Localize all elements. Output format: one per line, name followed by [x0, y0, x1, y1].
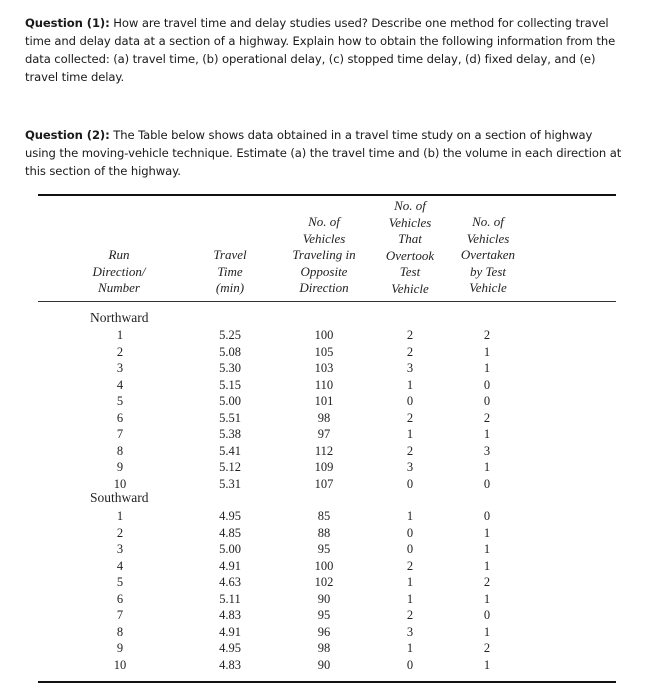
table-cell: 1 [483, 460, 491, 474]
table-cell: 0 [483, 476, 491, 491]
table-cell: 4.63 [219, 575, 241, 589]
table-cell: 100 [314, 328, 334, 342]
table-cell: 109 [314, 460, 334, 474]
header-overtook [370, 198, 450, 298]
table-cell: 102 [314, 575, 334, 589]
table-cell: 9 [116, 460, 124, 474]
table-cell: 1 [116, 328, 124, 342]
table-cell: 5.38 [219, 427, 241, 441]
table-cell: 1 [483, 591, 491, 606]
header-overtook-line: Vehicle [391, 280, 429, 296]
table-cell: 4.95 [219, 641, 241, 655]
table-cell: 5.30 [219, 361, 241, 375]
table-cell: 5.41 [219, 443, 241, 458]
table-cell: 5.00 [219, 394, 241, 408]
table-cell: 1 [483, 558, 491, 573]
column-overtook-southward [390, 508, 430, 673]
table-cell: 95 [317, 542, 331, 556]
table-cell: 3 [406, 624, 414, 639]
table-cell: 2 [406, 558, 414, 573]
table-cell: 1 [406, 591, 414, 606]
table-cell: 2 [406, 410, 414, 425]
header-overtook-line: No. of [394, 198, 426, 213]
table-cell: 4.91 [219, 558, 241, 573]
table-cell: 1 [483, 525, 491, 540]
table-cell: 1 [483, 542, 491, 556]
table-cell: 0 [483, 608, 491, 622]
table-cell: 2 [483, 410, 491, 425]
table-bottom-rule [38, 681, 616, 683]
header-rule [38, 301, 616, 302]
table-cell: 0 [406, 394, 414, 408]
table-cell: 5 [116, 575, 124, 589]
table-cell: 95 [317, 608, 331, 622]
column-time-northward [210, 327, 250, 492]
table-cell: 7 [116, 608, 124, 622]
header-overtaken-line: Vehicles [466, 230, 510, 246]
table-cell: 101 [314, 394, 334, 408]
table-cell: 5.15 [219, 377, 241, 392]
header-opposite-line: Traveling in [292, 247, 356, 263]
table-cell: 8 [116, 624, 124, 639]
table-cell: 90 [317, 591, 331, 606]
table-cell: 1 [406, 509, 414, 523]
column-opposite-southward [304, 508, 344, 673]
table-cell: 4.83 [219, 608, 241, 622]
table-cell: 0 [406, 657, 414, 672]
table-cell: 2 [406, 328, 414, 342]
question-1-text: How are travel time and delay studies used? Describe one method for collecting travel time and delay data at a section of a highway. Explain how to obtain the following information from the data collected: (a) travel time, (b) operational delay, (c) stopped time delay, (d) fixed delay, and (e) travel time delay. [25, 16, 616, 84]
table-cell: 90 [317, 657, 331, 672]
table-cell: 10 [113, 476, 127, 491]
table-cell: 1 [483, 624, 491, 639]
table-cell: 1 [483, 427, 491, 441]
table-cell: 1 [406, 427, 414, 441]
column-overtaken-northward [467, 327, 507, 492]
table-cell: 96 [317, 624, 331, 639]
table-cell: 4.83 [219, 657, 241, 672]
table-cell: 5.25 [219, 328, 241, 342]
table-cell: 5.31 [219, 476, 241, 491]
table-cell: 1 [483, 361, 491, 375]
group-label-southward: Southward [90, 490, 149, 505]
header-overtaken-line: Vehicle [469, 280, 507, 296]
header-opposite-line: Direction [299, 280, 349, 296]
table-cell: 0 [406, 542, 414, 556]
table-cell: 97 [317, 427, 331, 441]
table-cell: 112 [314, 443, 334, 458]
header-run [80, 247, 158, 297]
column-run-southward [100, 508, 140, 673]
header-time-line: Time [217, 263, 243, 279]
header-run-line: Number [98, 280, 140, 296]
table-cell: 4.85 [219, 525, 241, 540]
table-cell: 2 [483, 641, 491, 655]
header-opposite-line: No. of [308, 214, 340, 229]
table-cell: 0 [406, 476, 414, 491]
table-cell: 0 [483, 509, 491, 523]
table-cell: 0 [483, 377, 491, 392]
table-cell: 1 [406, 377, 414, 392]
table-cell: 4 [116, 377, 124, 392]
header-overtaken-line: by Test [470, 263, 506, 279]
header-opposite [280, 214, 368, 297]
header-time-line: (min) [215, 280, 245, 296]
column-time-southward [210, 508, 250, 673]
column-opposite-northward [304, 327, 344, 492]
table-cell: 3 [406, 460, 414, 474]
table-top-rule [38, 194, 616, 196]
table-cell: 100 [314, 558, 334, 573]
table-cell: 1 [406, 641, 414, 655]
table-cell: 1 [116, 509, 124, 523]
table-cell: 85 [317, 509, 331, 523]
table-cell: 5 [116, 394, 124, 408]
column-run-northward [100, 327, 140, 492]
table-cell: 4 [116, 558, 124, 573]
table-cell: 3 [483, 443, 491, 458]
table-cell: 6 [116, 410, 124, 425]
question-1-label: Question (1): [25, 16, 110, 30]
table-cell: 2 [483, 575, 491, 589]
table-cell: 1 [406, 575, 414, 589]
header-time [200, 247, 260, 297]
table-cell: 9 [116, 641, 124, 655]
header-run-line: Run [108, 247, 130, 262]
table-cell: 10 [113, 657, 127, 672]
table-cell: 3 [116, 542, 124, 556]
table-cell: 7 [116, 427, 124, 441]
table-cell: 3 [406, 361, 414, 375]
table-cell: 2 [406, 344, 414, 359]
question-2 [25, 126, 625, 180]
column-overtaken-southward [467, 508, 507, 673]
header-overtaken-line: No. of [472, 214, 504, 229]
table-cell: 2 [116, 525, 124, 540]
header-overtook-line: Test [399, 264, 421, 280]
table-cell: 0 [406, 525, 414, 540]
table-cell: 4.95 [219, 509, 241, 523]
header-overtaken-line: Overtaken [460, 247, 516, 263]
header-run-line: Direction/ [92, 263, 146, 279]
table-cell: 5.11 [219, 591, 241, 606]
table-cell: 0 [483, 394, 491, 408]
header-overtook-line: That [398, 231, 422, 247]
table-cell: 5.08 [219, 344, 241, 359]
header-time-line: Travel [213, 247, 247, 262]
table-cell: 6 [116, 591, 124, 606]
header-opposite-line: Vehicles [302, 230, 346, 246]
table-cell: 5.51 [219, 410, 241, 425]
header-overtaken [450, 214, 526, 297]
question-2-label: Question (2): [25, 128, 110, 142]
group-label-northward: Northward [90, 310, 149, 325]
table-cell: 1 [483, 657, 491, 672]
table-cell: 5.00 [219, 542, 241, 556]
table-cell: 1 [483, 344, 491, 359]
column-overtook-northward [390, 327, 430, 492]
question-2-text: The Table below shows data obtained in a travel time study on a section of highway using the moving-vehicle technique. Estimate (a) the travel time and (b) the volume in each direction at this section of the highway. [25, 128, 622, 178]
table-cell: 2 [406, 443, 414, 458]
table-cell: 2 [406, 608, 414, 622]
table-cell: 98 [317, 641, 331, 655]
table-cell: 107 [314, 476, 334, 491]
table-cell: 105 [314, 344, 334, 359]
table-cell: 98 [317, 410, 331, 425]
table-cell: 4.91 [219, 624, 241, 639]
table-cell: 8 [116, 443, 124, 458]
header-overtook-line: Overtook [385, 247, 435, 263]
table-cell: 103 [314, 361, 334, 375]
table-cell: 110 [314, 377, 334, 392]
table-cell: 5.12 [219, 460, 241, 474]
table-cell: 2 [483, 328, 491, 342]
table-cell: 2 [116, 344, 124, 359]
table-cell: 88 [317, 525, 331, 540]
question-1 [25, 14, 625, 86]
header-opposite-line: Opposite [300, 263, 348, 279]
table-cell: 3 [116, 361, 124, 375]
header-overtook-line: Vehicles [388, 214, 432, 230]
